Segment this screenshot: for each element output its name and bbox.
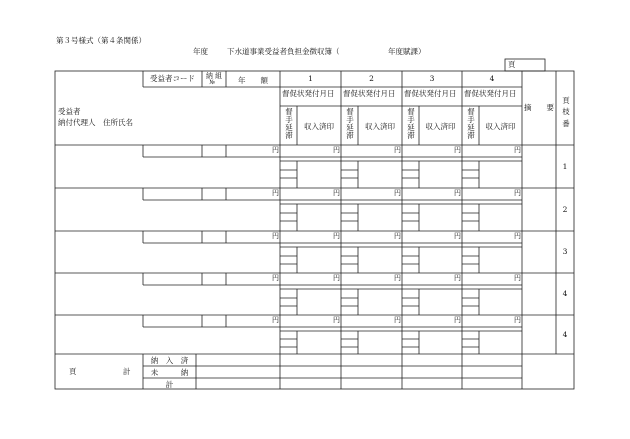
yen-mark: 円 [394,232,401,240]
header-agent-address-name: 納付代理人 住所氏名 [58,118,133,127]
receipt-stamp-4: 収入済印 [485,122,516,131]
branch-number: 3 [562,247,568,256]
header-annual-amount: 年 額 [238,76,268,85]
receipt-stamp-3: 収入済印 [425,122,456,131]
yen-mark: 円 [394,274,401,282]
branch-number: 1 [562,162,568,171]
header-beneficiary: 受益者 [58,107,81,116]
yen-mark: 円 [272,274,279,282]
title-year-label: 年度 [193,47,208,56]
form-title: 下水道事業受益者負担金徴収簿（ [227,47,340,56]
yen-mark: 円 [514,274,521,282]
form-number: 第３号様式（第４条関係） [56,36,146,45]
header-remarks: 摘 要 [524,103,554,112]
yen-mark: 円 [454,274,461,282]
notice-date-1: 督促状発付月日 [282,89,335,98]
yen-mark: 円 [514,316,521,324]
delinquency-label-1: 督 手 延 滞 [285,107,293,140]
yen-mark: 円 [454,189,461,197]
yen-mark: 円 [333,316,340,324]
yen-mark: 円 [514,232,521,240]
yen-mark: 円 [454,232,461,240]
yen-mark: 円 [333,189,340,197]
header-page-branch-no: 頁 枝 番 [562,96,570,128]
totals-page-label: 頁 [69,367,77,376]
yen-mark: 円 [394,316,401,324]
header-no-mark: № [209,79,215,86]
yen-mark: 円 [333,232,340,240]
title-assessment: 年度賦課） [388,47,426,56]
receipt-stamp-1: 収入済印 [304,122,334,131]
totals-unpaid-label: 未 納 [150,368,189,377]
notice-date-4: 督促状発付月日 [464,89,517,98]
yen-mark: 円 [514,146,521,154]
yen-mark: 円 [272,189,279,197]
header-installment-3: 3 [429,74,435,83]
notice-date-3: 督促状発付月日 [404,89,457,98]
yen-mark: 円 [514,189,521,197]
yen-mark: 円 [454,316,461,324]
totals-total-label: 計 [123,367,131,376]
branch-number: 4 [562,289,568,298]
header-beneficiary-code: 受益者コード [150,74,195,83]
receipt-stamp-2: 収入済印 [365,122,395,131]
totals-sum-label: 計 [165,380,174,389]
yen-mark: 円 [454,146,461,154]
yen-mark: 円 [272,232,279,240]
header-installment-4: 4 [489,74,495,83]
yen-mark: 円 [333,274,340,282]
totals-paid-label: 納 入 済 [150,356,189,365]
yen-mark: 円 [394,146,401,154]
page-label: 頁 [508,60,516,69]
notice-date-2: 督促状発付月日 [343,89,396,98]
yen-mark: 円 [394,189,401,197]
yen-mark: 円 [333,146,340,154]
delinquency-label-3: 督 手 延 滞 [407,107,415,140]
branch-number: 2 [562,205,568,214]
delinquency-label-2: 督 手 延 滞 [346,107,354,140]
yen-mark: 円 [272,146,279,154]
yen-mark: 円 [272,316,279,324]
header-installment-2: 2 [369,74,374,83]
branch-number: 4 [562,330,568,339]
header-installment-1: 1 [308,74,313,83]
header-payment-installment: 納 組 [205,72,223,80]
delinquency-label-4: 督 手 延 滞 [467,107,475,140]
